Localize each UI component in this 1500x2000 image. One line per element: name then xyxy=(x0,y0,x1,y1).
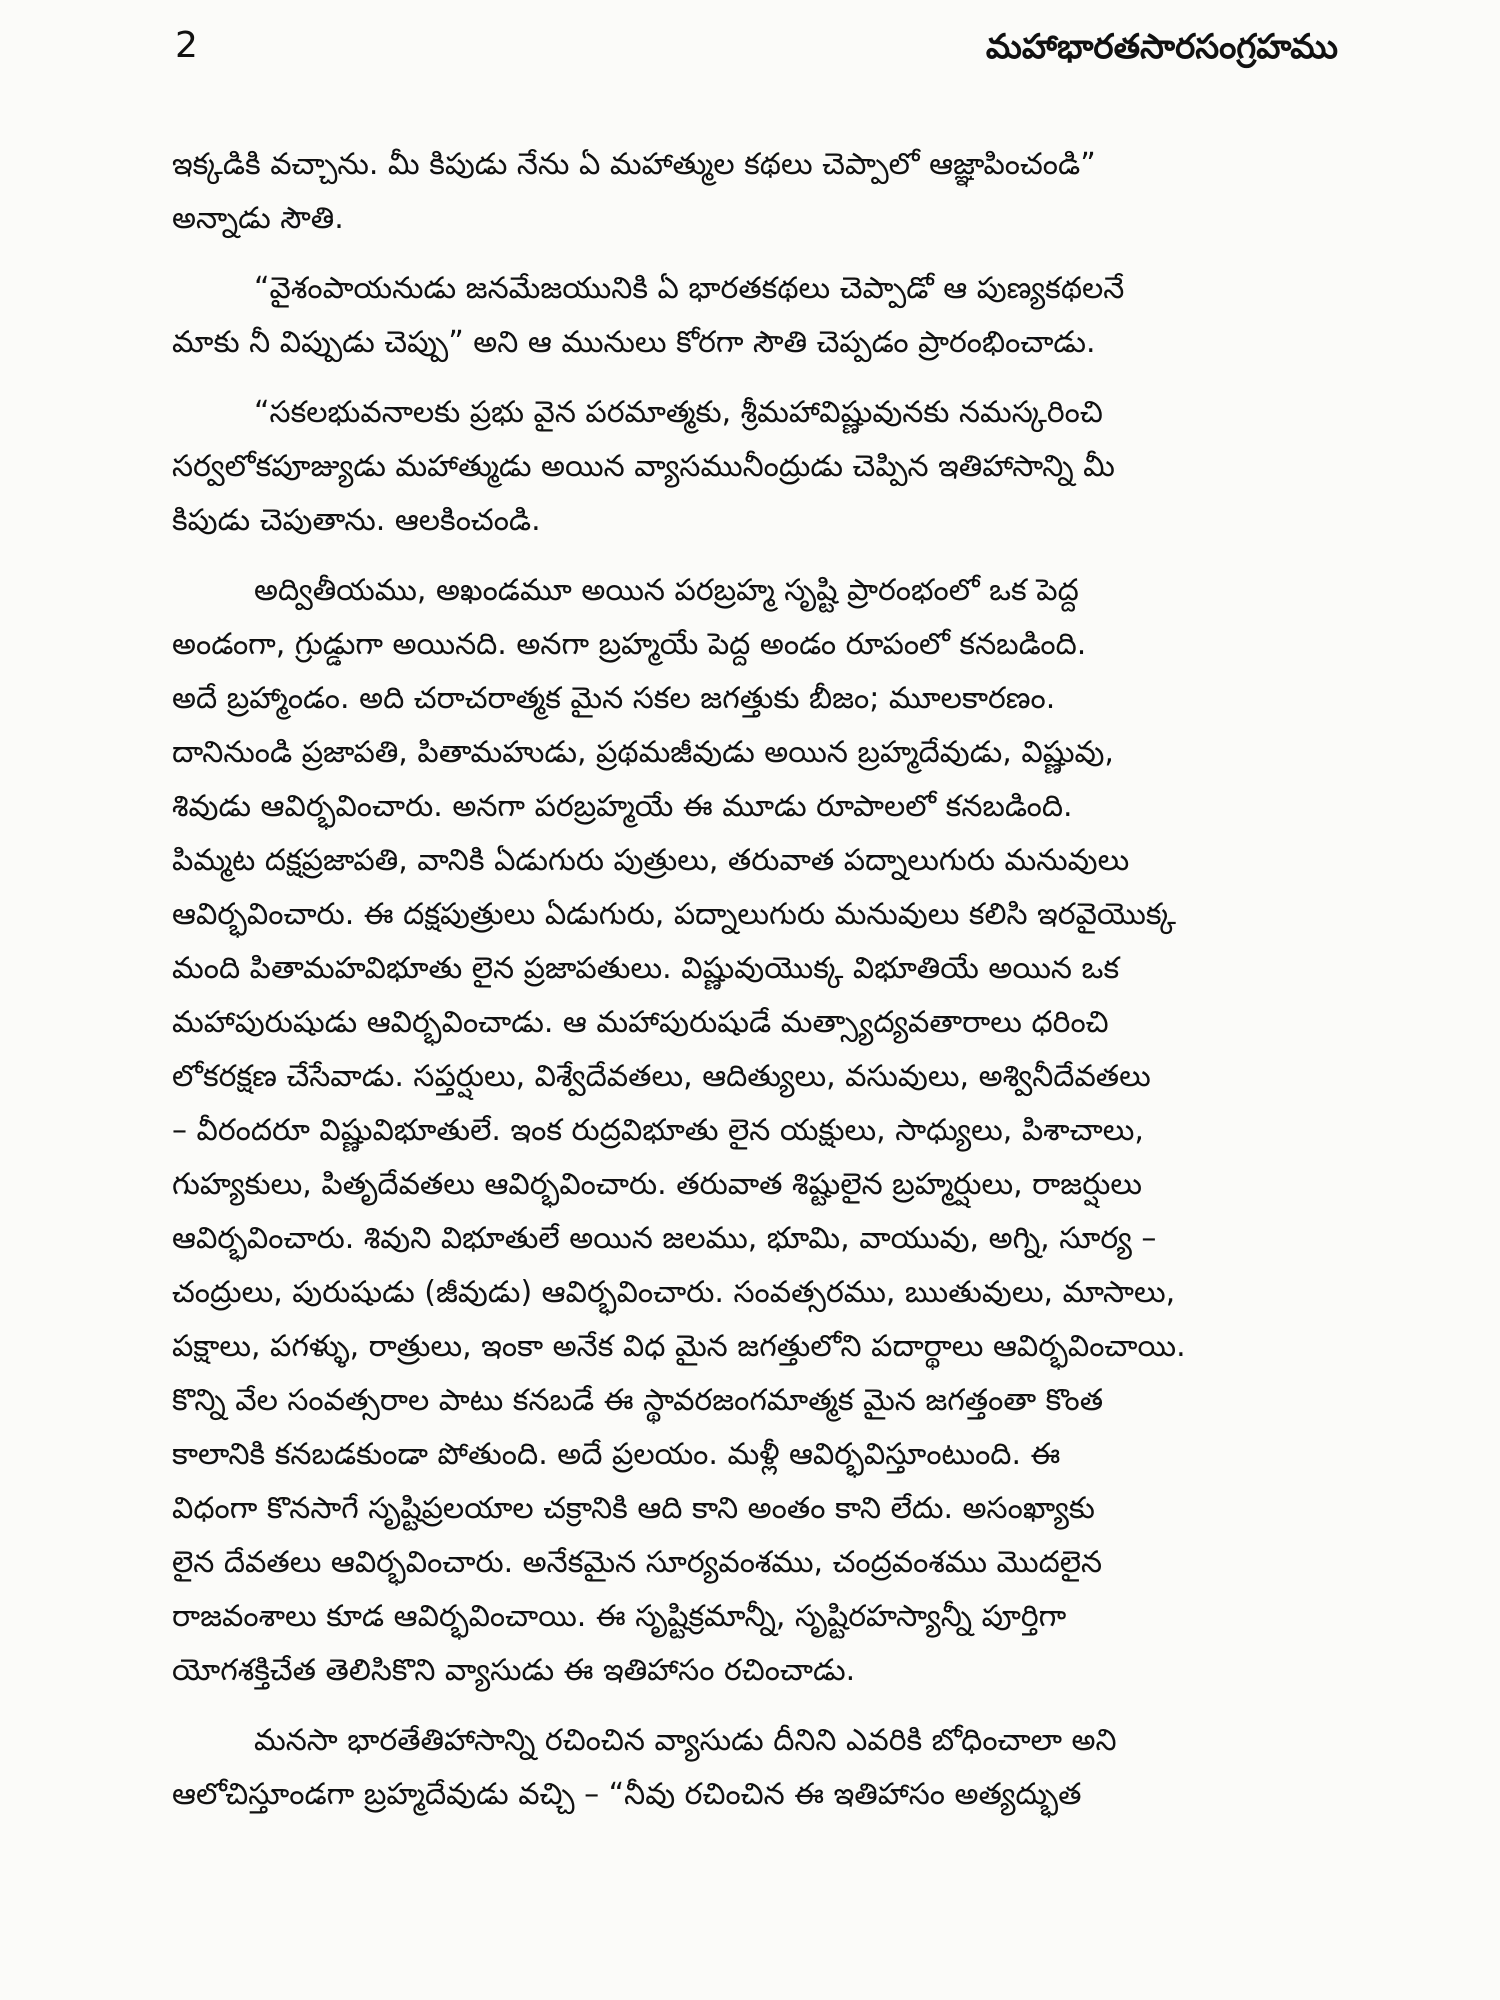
text-line: ఆవిర్భవించారు. ఈ దక్షపుత్రులు ఏడుగురు, పద్నాలుగురు మనువులు కలిసి ఇరవైయొక్క xyxy=(172,897,1177,932)
text-line: ఇక్కడికి వచ్చాను. మీ కిపుడు నేను ఏ మహాత్ముల కథలు చెప్పాలో ఆజ్ఞాపించండి” xyxy=(172,147,1096,182)
text-line: మనసా భారతేతిహాసాన్ని రచించిన వ్యాసుడు దీనిని ఎవరికి బోధించాలా అని xyxy=(254,1723,1117,1758)
text-line: దానినుండి ప్రజాపతి, పితామహుడు, ప్రథమజీవుడు అయిన బ్రహ్మదేవుడు, విష్ణువు, xyxy=(172,735,1114,770)
text-line: మాకు నీ విప్పుడు చెప్పు” అని ఆ మునులు కోరగా సౌతి చెప్పడం ప్రారంభించాడు. xyxy=(172,325,1096,360)
text-line: విధంగా కొనసాగే సృష్టిప్రలయాల చక్రానికి ఆది కాని అంతం కాని లేదు. అసంఖ్యాకు xyxy=(172,1491,1095,1526)
text-line: శివుడు ఆవిర్భవించారు. అనగా పరబ్రహ్మయే ఈ మూడు రూపాలలో కనబడింది. xyxy=(172,789,1073,824)
text-line: యోగశక్తిచేత తెలిసికొని వ్యాసుడు ఈ ఇతిహాసం రచించాడు. xyxy=(172,1653,856,1688)
text-line: రాజవంశాలు కూడ ఆవిర్భవించాయి. ఈ సృష్టిక్రమాన్నీ, సృష్టిరహస్యాన్నీ పూర్తిగా xyxy=(172,1599,1067,1634)
text-line: ఆలోచిస్తూండగా బ్రహ్మదేవుడు వచ్చి – “నీవు రచించిన ఈ ఇతిహాసం అత్యద్భుత xyxy=(172,1777,1082,1812)
text-line: కాలానికి కనబడకుండా పోతుంది. అదే ప్రలయం. మళ్లీ ఆవిర్భవిస్తూంటుంది. ఈ xyxy=(172,1437,1061,1472)
text-line: మంది పితామహవిభూతు లైన ప్రజాపతులు. విష్ణువుయొక్క విభూతియే అయిన ఒక xyxy=(172,951,1120,986)
text-line: అదే బ్రహ్మాండం. అది చరాచరాత్మక మైన సకల జగత్తుకు బీజం; మూలకారణం. xyxy=(172,681,1056,716)
text-line: కిపుడు చెపుతాను. ఆలకించండి. xyxy=(172,503,541,538)
text-line: “సకలభువనాలకు ప్రభు వైన పరమాత్మకు, శ్రీమహావిష్ణువునకు నమస్కరించి xyxy=(254,395,1103,430)
running-title: మహాభారతసారసంగ్రహము xyxy=(985,27,1338,67)
page-number: 2 xyxy=(175,25,198,66)
text-line: “వైశంపాయనుడు జనమేజయునికి ఏ భారతకథలు చెప్పాడో ఆ పుణ్యకథలనే xyxy=(254,271,1125,306)
text-line: పక్షాలు, పగళ్ళు, రాత్రులు, ఇంకా అనేక విధ మైన జగత్తులోని పదార్థాలు ఆవిర్భవించాయి. xyxy=(172,1329,1186,1364)
text-line: పిమ్మట దక్షప్రజాపతి, వానికి ఏడుగురు పుత్రులు, తరువాత పద్నాలుగురు మనువులు xyxy=(172,843,1130,878)
text-line: ఆవిర్భవించారు. శివుని విభూతులే అయిన జలము, భూమి, వాయువు, అగ్ని, సూర్య – xyxy=(172,1221,1157,1256)
paragraph-3 xyxy=(172,386,1352,548)
text-line: లోకరక్షణ చేసేవాడు. సప్తర్షులు, విశ్వేదేవతలు, ఆదిత్యులు, వసువులు, అశ్వినీదేవతలు xyxy=(172,1059,1151,1094)
text-line: లైన దేవతలు ఆవిర్భవించారు. అనేకమైన సూర్యవంశము, చంద్రవంశము మొదలైన xyxy=(172,1545,1103,1580)
body-text xyxy=(172,138,1352,1838)
text-line: మహాపురుషుడు ఆవిర్భవించాడు. ఆ మహాపురుషుడే మత్స్యాద్యవతారాలు ధరించి xyxy=(172,1005,1109,1040)
text-line: సర్వలోకపూజ్యుడు మహాత్ముడు అయిన వ్యాసమునీంద్రుడు చెప్పిన ఇతిహాసాన్ని మీ xyxy=(172,449,1115,484)
text-line: చంద్రులు, పురుషుడు (జీవుడు) ఆవిర్భవించారు. సంవత్సరము, ఋతువులు, మాసాలు, xyxy=(172,1275,1176,1310)
paragraph-2 xyxy=(172,262,1352,370)
paragraph-4 xyxy=(172,564,1352,1698)
text-line: అన్నాడు సౌతి. xyxy=(172,201,344,236)
paragraph-1 xyxy=(172,138,1352,246)
text-line: అద్వితీయము, అఖండమూ అయిన పరబ్రహ్మ సృష్టి ప్రారంభంలో ఒక పెద్ద xyxy=(254,573,1079,608)
text-line: కొన్ని వేల సంవత్సరాల పాటు కనబడే ఈ స్థావరజంగమాత్మక మైన జగత్తంతా కొంత xyxy=(172,1383,1104,1418)
paragraph-5 xyxy=(172,1714,1352,1822)
text-line: – వీరందరూ విష్ణువిభూతులే. ఇంక రుద్రవిభూతు లైన యక్షులు, సాధ్యులు, పిశాచాలు, xyxy=(172,1113,1144,1148)
text-line: అండంగా, గ్రుడ్డుగా అయినది. అనగా బ్రహ్మయే పెద్ద అండం రూపంలో కనబడింది. xyxy=(172,627,1087,662)
text-line: గుహ్యకులు, పితృదేవతలు ఆవిర్భవించారు. తరువాత శిష్టులైన బ్రహ్మర్షులు, రాజర్షులు xyxy=(172,1167,1143,1202)
